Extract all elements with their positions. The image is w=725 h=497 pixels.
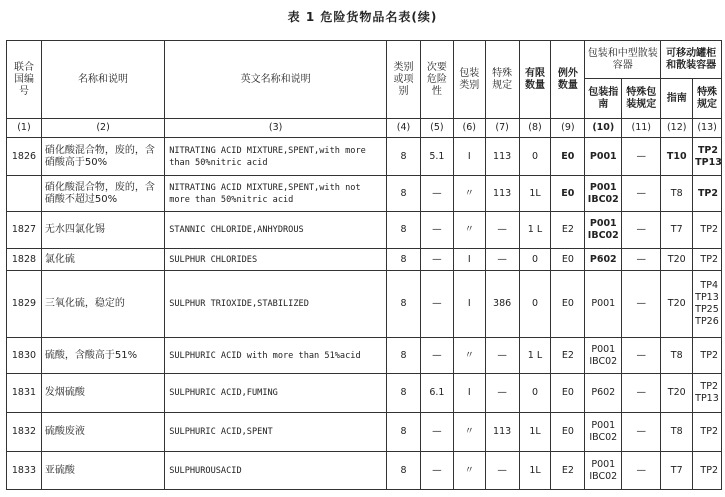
header-ibc-group: 包装和中型散装容器 [585, 41, 661, 79]
excepted-qty-cell: E2 [551, 212, 585, 249]
header-limited: 有限数量 [519, 41, 551, 119]
pack-instr-cell: P001 [585, 138, 622, 176]
limited-qty-cell: 0 [519, 271, 551, 338]
column-number: (8) [519, 119, 551, 138]
special-cell: — [485, 338, 519, 374]
name-cn-cell: 发烟硫酸 [41, 374, 164, 413]
tank-special-cell: TP4 TP13 TP25 TP26 [693, 271, 722, 338]
special-cell: — [485, 452, 519, 490]
column-number: (5) [420, 119, 453, 138]
special-cell: — [485, 374, 519, 413]
column-number-row [7, 119, 722, 138]
column-number: (7) [485, 119, 519, 138]
pack-special-cell: — [622, 452, 661, 490]
class-cell: 8 [387, 176, 421, 212]
header-tank-group: 可移动罐柜和散装容器 [661, 41, 722, 79]
un-no-cell: 1833 [7, 452, 42, 490]
sub-risk-cell: — [420, 452, 453, 490]
header-name-cn: 名称和说明 [41, 41, 164, 119]
pack-special-cell: — [622, 212, 661, 249]
excepted-qty-cell: E2 [551, 338, 585, 374]
name-cn-cell: 硫酸，含酸高于51% [41, 338, 164, 374]
header-excepted: 例外数量 [551, 41, 585, 119]
limited-qty-cell: 0 [519, 374, 551, 413]
pack-instr-cell: P001 IBC02 [585, 176, 622, 212]
header-class: 类别或项别 [387, 41, 421, 119]
un-no-cell [7, 176, 42, 212]
class-cell: 8 [387, 374, 421, 413]
column-number: (4) [387, 119, 421, 138]
name-en-cell: SULPHURIC ACID with more than 51%acid [165, 338, 387, 374]
pack-instr-cell: P602 [585, 374, 622, 413]
table-row [7, 452, 722, 490]
special-cell: 113 [485, 413, 519, 452]
pack-group-cell: 〃 [453, 413, 485, 452]
un-no-cell: 1832 [7, 413, 42, 452]
table-body [7, 138, 722, 490]
column-number: (3) [165, 119, 387, 138]
tank-special-cell: TP2 [693, 452, 722, 490]
tank-instr-cell: T20 [661, 249, 693, 271]
tank-instr-cell: T20 [661, 271, 693, 338]
tank-instr-cell: T7 [661, 452, 693, 490]
column-number: (1) [7, 119, 42, 138]
un-no-cell: 1827 [7, 212, 42, 249]
table-row [7, 212, 722, 249]
un-no-cell: 1830 [7, 338, 42, 374]
excepted-qty-cell: E0 [551, 271, 585, 338]
class-cell: 8 [387, 249, 421, 271]
name-cn-cell: 无水四氯化锡 [41, 212, 164, 249]
sub-risk-cell: — [420, 249, 453, 271]
pack-instr-cell: P001 IBC02 [585, 452, 622, 490]
table-row [7, 413, 722, 452]
name-en-cell: SULPHUROUSACID [165, 452, 387, 490]
table-row [7, 249, 722, 271]
column-number: (11) [622, 119, 661, 138]
sub-risk-cell: — [420, 271, 453, 338]
special-cell: — [485, 249, 519, 271]
name-en-cell: SULPHURIC ACID,FUMING [165, 374, 387, 413]
class-cell: 8 [387, 413, 421, 452]
tank-special-cell: TP2 TP13 [693, 374, 722, 413]
limited-qty-cell: 1L [519, 413, 551, 452]
pack-group-cell: 〃 [453, 212, 485, 249]
excepted-qty-cell: E0 [551, 413, 585, 452]
tank-instr-cell: T8 [661, 176, 693, 212]
header-special: 特殊规定 [485, 41, 519, 119]
column-number: (9) [551, 119, 585, 138]
tank-instr-cell: T7 [661, 212, 693, 249]
tank-instr-cell: T8 [661, 413, 693, 452]
table-row [7, 271, 722, 338]
pack-instr-cell: P001 IBC02 [585, 212, 622, 249]
tank-special-cell: TP2 [693, 176, 722, 212]
sub-risk-cell: — [420, 413, 453, 452]
table-row [7, 374, 722, 413]
special-cell: 113 [485, 176, 519, 212]
pack-special-cell: — [622, 271, 661, 338]
limited-qty-cell: 1L [519, 176, 551, 212]
tank-special-cell: TP2 [693, 212, 722, 249]
table-row [7, 176, 722, 212]
pack-special-cell: — [622, 374, 661, 413]
pack-special-cell: — [622, 138, 661, 176]
pack-special-cell: — [622, 249, 661, 271]
limited-qty-cell: 1 L [519, 338, 551, 374]
pack-group-cell: I [453, 249, 485, 271]
column-number: (13) [693, 119, 722, 138]
excepted-qty-cell: E0 [551, 138, 585, 176]
sub-risk-cell: 5.1 [420, 138, 453, 176]
class-cell: 8 [387, 138, 421, 176]
column-number: (12) [661, 119, 693, 138]
sub-risk-cell: — [420, 176, 453, 212]
un-no-cell: 1828 [7, 249, 42, 271]
excepted-qty-cell: E0 [551, 374, 585, 413]
un-no-cell: 1826 [7, 138, 42, 176]
pack-group-cell: 〃 [453, 338, 485, 374]
header-name-en: 英文名称和说明 [165, 41, 387, 119]
excepted-qty-cell: E0 [551, 176, 585, 212]
table-row [7, 138, 722, 176]
dangerous-goods-table [6, 40, 722, 490]
un-no-cell: 1829 [7, 271, 42, 338]
column-number: (6) [453, 119, 485, 138]
tank-special-cell: TP2 TP13 [693, 138, 722, 176]
sub-risk-cell: 6.1 [420, 374, 453, 413]
header-pack-instr: 包装指南 [585, 79, 622, 119]
table-row [7, 338, 722, 374]
name-en-cell: NITRATING ACID MIXTURE,SPENT,with not more than 50%nitric acid [165, 176, 387, 212]
name-cn-cell: 硫酸废液 [41, 413, 164, 452]
class-cell: 8 [387, 338, 421, 374]
pack-instr-cell: P001 IBC02 [585, 338, 622, 374]
name-cn-cell: 硝化酸混合物，废的，含硝酸高于50% [41, 138, 164, 176]
special-cell: 386 [485, 271, 519, 338]
class-cell: 8 [387, 452, 421, 490]
name-en-cell: SULPHUR CHLORIDES [165, 249, 387, 271]
tank-special-cell: TP2 [693, 249, 722, 271]
tank-instr-cell: T20 [661, 374, 693, 413]
class-cell: 8 [387, 212, 421, 249]
un-no-cell: 1831 [7, 374, 42, 413]
name-en-cell: NITRATING ACID MIXTURE,SPENT,with more than 50%nitric acid [165, 138, 387, 176]
limited-qty-cell: 0 [519, 138, 551, 176]
pack-group-cell: I [453, 374, 485, 413]
header-pack-special: 特殊包装规定 [622, 79, 661, 119]
pack-group-cell: 〃 [453, 176, 485, 212]
name-cn-cell: 三氧化硫，稳定的 [41, 271, 164, 338]
header-tank-special: 特殊规定 [693, 79, 722, 119]
tank-instr-cell: T8 [661, 338, 693, 374]
pack-instr-cell: P001 IBC02 [585, 413, 622, 452]
pack-special-cell: — [622, 176, 661, 212]
special-cell: 113 [485, 138, 519, 176]
header-un-no: 联合国编号 [7, 41, 42, 119]
name-cn-cell: 氯化硫 [41, 249, 164, 271]
name-cn-cell: 亚硫酸 [41, 452, 164, 490]
pack-group-cell: I [453, 138, 485, 176]
limited-qty-cell: 1 L [519, 212, 551, 249]
tank-special-cell: TP2 [693, 338, 722, 374]
pack-group-cell: 〃 [453, 452, 485, 490]
sub-risk-cell: — [420, 212, 453, 249]
table-title: 表 1 危险货物品名表(续) [287, 10, 438, 24]
excepted-qty-cell: E2 [551, 452, 585, 490]
name-en-cell: STANNIC CHLORIDE,ANHYDROUS [165, 212, 387, 249]
column-number: (2) [41, 119, 164, 138]
pack-group-cell: I [453, 271, 485, 338]
pack-special-cell: — [622, 413, 661, 452]
name-en-cell: SULPHUR TRIOXIDE,STABILIZED [165, 271, 387, 338]
header-tank-instr: 指南 [661, 79, 693, 119]
class-cell: 8 [387, 271, 421, 338]
header-pack-group: 包装类别 [453, 41, 485, 119]
pack-instr-cell: P602 [585, 249, 622, 271]
limited-qty-cell: 0 [519, 249, 551, 271]
special-cell: — [485, 212, 519, 249]
name-en-cell: SULPHURIC ACID,SPENT [165, 413, 387, 452]
excepted-qty-cell: E0 [551, 249, 585, 271]
pack-instr-cell: P001 [585, 271, 622, 338]
name-cn-cell: 硝化酸混合物，废的，含硝酸不超过50% [41, 176, 164, 212]
tank-special-cell: TP2 [693, 413, 722, 452]
pack-special-cell: — [622, 338, 661, 374]
limited-qty-cell: 1L [519, 452, 551, 490]
sub-risk-cell: — [420, 338, 453, 374]
tank-instr-cell: T10 [661, 138, 693, 176]
header-sub-risk: 次要危险性 [420, 41, 453, 119]
column-number: (10) [585, 119, 622, 138]
